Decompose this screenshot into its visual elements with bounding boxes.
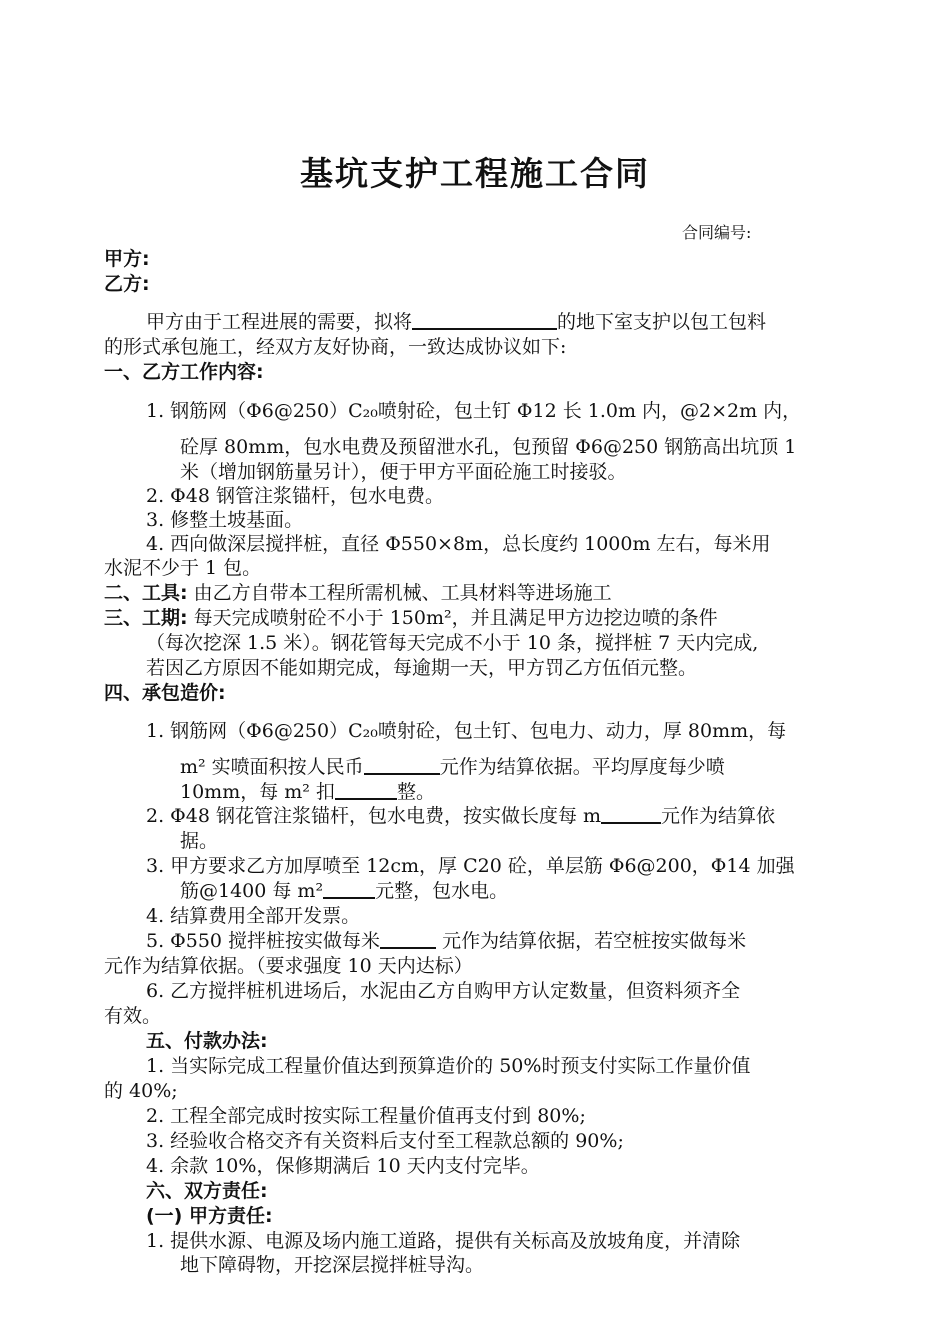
s4-item-2-line-1: 2. Φ48 钢花管注浆锚杆，包水电费，按实做长度每 m 元作为结算依 <box>146 805 776 827</box>
section-3-line-1: 三、工期: 每天完成喷射砼不小于 150m²，并且满足甲方边挖边喷的条件 <box>104 607 718 629</box>
s1-item-1-line-3: 米（增加钢筋量另计），便于甲方平面砼施工时接驳。 <box>180 461 627 483</box>
section-2-text: 由乙方自带本工程所需机械、工具材料等进场施工 <box>193 582 612 604</box>
s5-item-4: 4. 余款 10%，保修期满后 10 天内支付完毕。 <box>146 1155 540 1177</box>
section-2-heading: 二、工具: <box>104 582 188 604</box>
section-6-heading: 六、双方责任: <box>146 1180 268 1202</box>
s1-item-4-line-1: 4. 西向做深层搅拌桩，直径 Φ550×8m，总长度约 1000m 左右，每米用 <box>146 533 771 555</box>
s4-item-6-line-1: 6. 乙方搅拌桩机进场后，水泥由乙方自购甲方认定数量，但资料须齐全 <box>146 980 741 1002</box>
price-per-m2-blank <box>364 755 440 775</box>
s1-item-4-line-2: 水泥不少于 1 包。 <box>104 557 262 579</box>
section-6-sub-heading: (一) 甲方责任: <box>146 1205 273 1227</box>
anchor-price-blank <box>601 804 661 824</box>
contract-number-label: 合同编号: <box>682 223 752 242</box>
s6-item-1-line-1: 1. 提供水源、电源及场内施工道路，提供有关标高及放坡角度，并清除 <box>146 1230 741 1252</box>
section-1-heading: 一、乙方工作内容: <box>104 361 264 383</box>
s5-item-2: 2. 工程全部完成时按实际工程量价值再支付到 80%; <box>146 1105 586 1127</box>
s4-item-1-line-1: 1. 钢筋网（Φ6@250）C₂₀喷射砼，包土钉、包电力、动力，厚 80mm，每 <box>146 720 787 742</box>
s5-item-1-line-2: 的 40%; <box>104 1080 178 1102</box>
s4-item-3-line-2: 筋@1400 每 m² 元整，包水电。 <box>180 880 509 902</box>
s1-item-3: 3. 修整土坡基面。 <box>146 509 304 531</box>
section-3-line-3: 若因乙方原因不能如期完成，每逾期一天，甲方罚乙方伍佰元整。 <box>146 657 698 679</box>
section-3-line-2: （每次挖深 1.5 米）。钢花管每天完成不小于 10 条，搅拌桩 7 天内完成, <box>146 632 759 654</box>
project-name-blank <box>412 310 557 330</box>
s6-item-1-line-2: 地下障碍物，开挖深层搅拌桩导沟。 <box>180 1254 485 1276</box>
intro-line-2: 的形式承包施工，经双方友好协商，一致达成协议如下: <box>104 336 567 358</box>
section-4-heading: 四、承包造价: <box>104 682 226 704</box>
party-b-label: 乙方: <box>104 273 150 295</box>
document-title: 基坑支护工程施工合同 <box>300 154 650 193</box>
s4-item-3-line-1: 3. 甲方要求乙方加厚喷至 12cm，厚 C20 砼，单层筋 Φ6@200，Φ14 加强 <box>146 855 795 877</box>
s5-item-1-line-1: 1. 当实际完成工程量价值达到预算造价的 50%时预支付实际工作量价值 <box>146 1055 751 1077</box>
party-a-label: 甲方: <box>104 248 150 270</box>
s1-item-1-line-2: 砼厚 80mm，包水电费及预留泄水孔，包预留 Φ6@250 钢筋高出坑顶 1 <box>180 436 797 458</box>
s4-item-4: 4. 结算费用全部开发票。 <box>146 905 361 927</box>
section-2 <box>104 580 612 606</box>
section-3-heading: 三、工期: <box>104 607 188 629</box>
s1-item-1-line-1: 1. 钢筋网（Φ6@250）C₂₀喷射砼，包土钉 Φ12 长 1.0m 内，@2×2m 内， <box>146 400 802 422</box>
s4-item-1-line-2: m² 实喷面积按人民币 元作为结算依据。平均厚度每少喷 <box>180 756 725 778</box>
s4-item-6-line-2: 有效。 <box>104 1005 162 1027</box>
s4-item-5-line-1: 5. Φ550 搅拌桩按实做每米 元作为结算依据，若空桩按实做每米 <box>146 930 747 952</box>
s5-item-3: 3. 经验收合格交齐有关资料后支付至工程款总额的 90%; <box>146 1130 624 1152</box>
s4-item-2-line-2: 据。 <box>180 830 219 852</box>
thickening-price-blank <box>323 879 375 899</box>
s1-item-2: 2. Φ48 钢管注浆锚杆，包水电费。 <box>146 485 444 507</box>
s4-item-5-line-2: 元作为结算依据。（要求强度 10 天内达标） <box>104 955 473 977</box>
intro-line-1: 甲方由于工程进展的需要，拟将 的地下室支护以包工包料 <box>146 311 767 333</box>
s4-item-1-line-3: 10mm，每 m² 扣 整。 <box>180 781 435 803</box>
section-5-heading: 五、付款办法: <box>146 1030 268 1052</box>
pile-price-blank <box>380 929 436 949</box>
deduction-blank <box>335 780 397 800</box>
